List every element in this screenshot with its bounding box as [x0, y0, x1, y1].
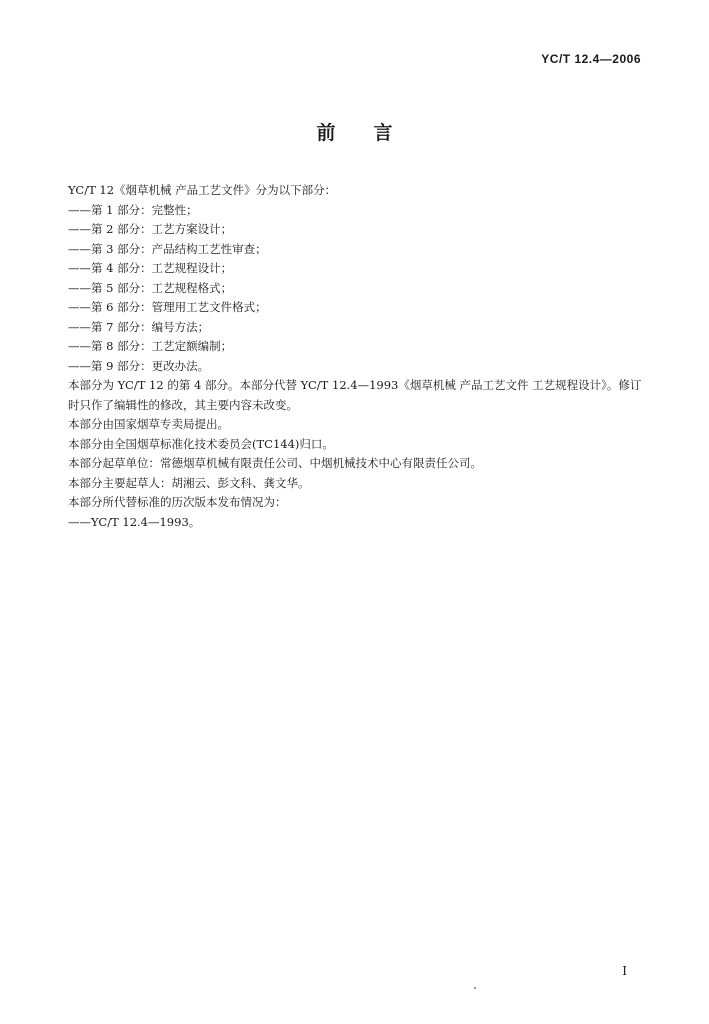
- page-title: 前言: [316, 122, 431, 144]
- drafters-paragraph: 本部分主要起草人：胡湘云、彭文科、龚文华。: [68, 475, 310, 490]
- part-item: ——第 8 部分：工艺定额编制；: [68, 339, 233, 353]
- history-intro-paragraph: 本部分所代替标准的历次版本发布情况为：: [68, 495, 287, 509]
- page-number: I: [622, 964, 627, 978]
- part-item: ——第 6 部分：管理用工艺文件格式；: [68, 300, 267, 314]
- part-item: ——第 3 部分：产品结构工艺性审查；: [68, 241, 267, 256]
- history-item: ——YC/T 12.4—1993。: [68, 514, 201, 529]
- intro-line: YC/T 12《烟草机械 产品工艺文件》分为以下部分：: [68, 183, 337, 197]
- part-item: ——第 9 部分：更改办法。: [68, 358, 210, 373]
- proposer-paragraph: 本部分由国家烟草专卖局提出。: [68, 417, 229, 431]
- standard-code: YC/T 12.4—2006: [541, 52, 641, 66]
- scan-speck: [474, 987, 476, 989]
- drafting-units-paragraph: 本部分起草单位：常德烟草机械有限责任公司、中烟机械技术中心有限责任公司。: [68, 456, 482, 470]
- part-item: ——第 2 部分：工艺方案设计；: [68, 222, 233, 236]
- part-item: ——第 7 部分：编号方法；: [68, 319, 210, 334]
- part-item: ——第 1 部分：完整性；: [68, 202, 198, 217]
- replacement-paragraph: 本部分为 YC/T 12 的第 4 部分。本部分代替 YC/T 12.4—1993《烟草机械 产品工艺文件 工艺规程设计》。修订时只作了编辑性的修改，其主要内容未改变。: [68, 378, 642, 412]
- foreword-body: [68, 181, 648, 532]
- committee-paragraph: 本部分由全国烟草标准化技术委员会(TC144)归口。: [68, 436, 334, 451]
- part-item: ——第 5 部分：工艺规程格式；: [68, 280, 233, 295]
- part-item: ——第 4 部分：工艺规程设计；: [68, 261, 233, 275]
